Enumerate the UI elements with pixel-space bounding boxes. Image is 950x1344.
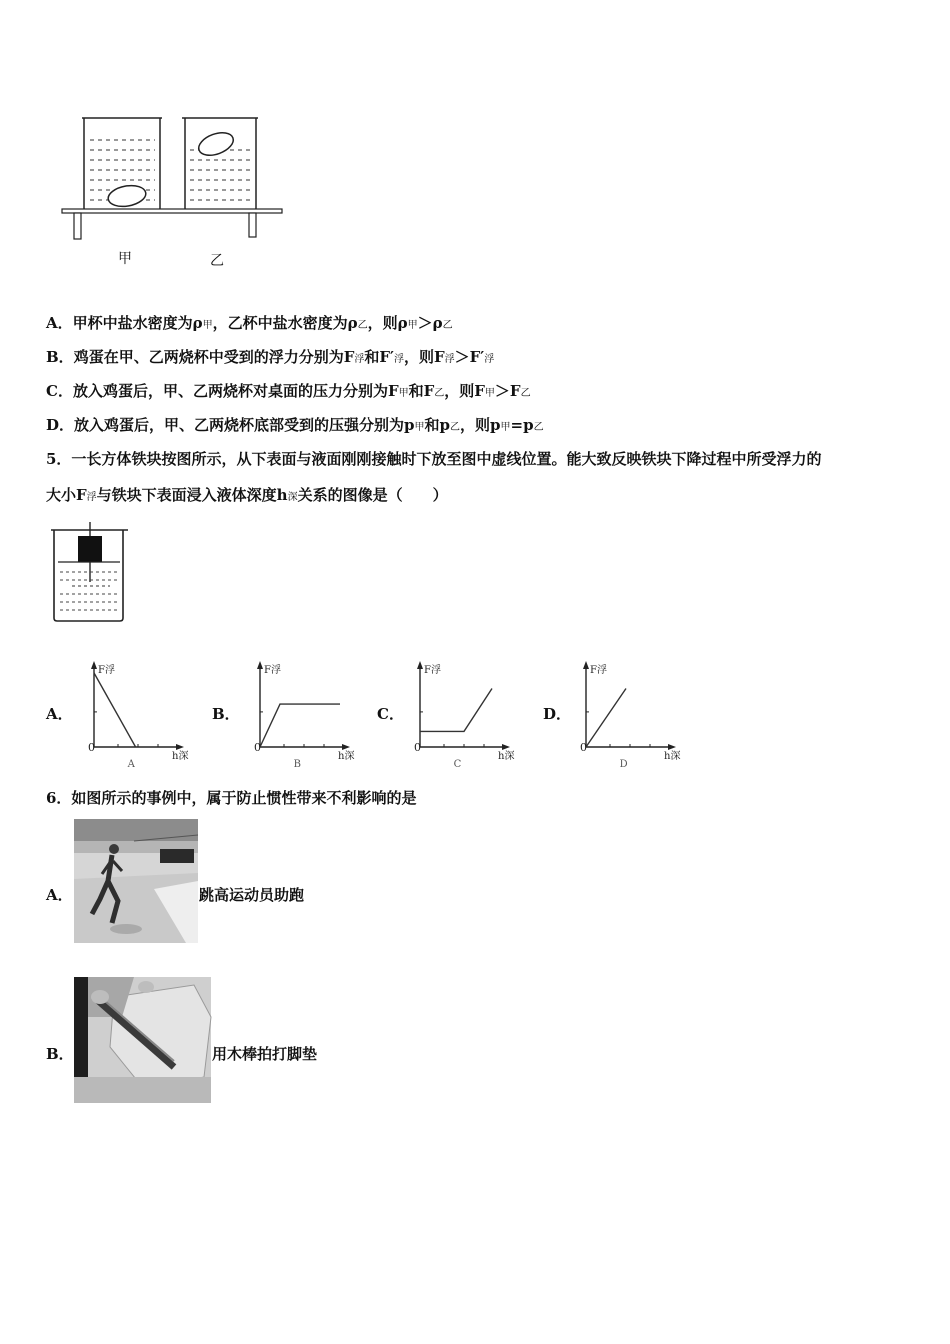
q6-option-a-label[interactable]: A．: [46, 886, 73, 904]
y-axis-arrow: [257, 661, 263, 669]
q5-option-b-label[interactable]: B．: [212, 705, 240, 723]
q6-option-a-text: 跳高运动员助跑: [199, 886, 305, 904]
high-jump-photo: [74, 819, 198, 943]
q4-option-b-s3: 浮: [444, 354, 455, 365]
iron-block-beaker-illustration: [48, 522, 138, 627]
q4-option-a-post: ，则ρ: [367, 314, 408, 332]
q5-option-c-label[interactable]: C．: [377, 705, 404, 723]
q5-graph-b-plot: [252, 657, 355, 770]
q6-stem: 6．如图所示的事例中，属于防止惯性带来不利影响的是: [46, 789, 417, 807]
q4-option-b-mid: 和F′: [364, 348, 394, 366]
beating-mat-photo: [74, 977, 211, 1103]
graph-caption: A: [127, 759, 135, 770]
q4-option-c[interactable]: [46, 380, 531, 401]
q5-graph-b: [252, 657, 355, 770]
q4-option-b-s2: 浮: [393, 354, 404, 365]
q4-option-c-mid: 和F: [408, 382, 435, 400]
y-axis-arrow: [417, 661, 423, 669]
q4-option-a[interactable]: [46, 312, 453, 333]
q5-graph-a-plot: [86, 657, 189, 770]
q5-graph-d: [578, 657, 681, 770]
y-axis-label: F浮: [590, 665, 607, 676]
q5-stem-line2: [46, 484, 448, 505]
q4-option-c-pre: 放入鸡蛋后，甲、乙两烧杯对桌面的压力分别为F: [72, 382, 399, 400]
x-axis-label: h深: [338, 751, 355, 762]
q4-option-b-post: ，则F: [403, 348, 445, 366]
q4-option-a-s3: 甲: [407, 320, 418, 331]
x-axis-label: h深: [172, 751, 189, 762]
q4-option-d[interactable]: [46, 414, 544, 435]
y-axis-label: F浮: [264, 665, 281, 676]
q4-option-d-post: ，则p: [460, 416, 501, 434]
q5-option-d-label[interactable]: D．: [543, 705, 572, 723]
beating-mat-image: [74, 977, 211, 1103]
q6-option-b-label[interactable]: B．: [46, 1045, 74, 1063]
high-jump-image: [74, 819, 198, 943]
x-axis-label: h深: [664, 751, 681, 762]
q4-option-c-s3: 甲: [484, 388, 495, 399]
q5-graph-c-plot: [412, 657, 515, 770]
beakers-illustration: [60, 110, 290, 270]
q4-option-b-cmp: ＞F′: [454, 348, 485, 366]
q4-option-d-s4: 乙: [533, 422, 544, 433]
q5-graph-d-plot: [578, 657, 681, 770]
q4-option-d-s2: 乙: [450, 422, 461, 433]
beakers-figure: [60, 110, 290, 270]
origin-label: 0: [88, 741, 95, 754]
q4-option-b-s1: 浮: [354, 354, 365, 365]
q4-option-c-s4: 乙: [520, 388, 531, 399]
x-axis-label: h深: [498, 751, 515, 762]
graph-caption: D: [619, 759, 628, 770]
q4-option-d-s1: 甲: [414, 422, 425, 433]
x-axis-arrow: [342, 744, 350, 750]
q5-text-b: 与铁块下表面浸入液体深度h: [96, 486, 288, 504]
origin-label: 0: [414, 741, 421, 754]
y-axis-label: F浮: [424, 665, 441, 676]
q4-option-d-s3: 甲: [500, 422, 511, 433]
q5-graph-a-curve: [94, 673, 136, 747]
q5-text-c: 关系的图像是（ ）: [297, 486, 448, 504]
q4-option-c-cmp: ＞F: [494, 382, 521, 400]
q5-stem-line1: 5．一长方体铁块按图所示，从下表面与液面刚刚接触时下放至图中虚线位置。能大致反映铁块下降过程中所受浮力的: [46, 450, 822, 468]
beaker-right-label: 乙: [210, 253, 224, 269]
q5-sub-float: 浮: [86, 492, 97, 503]
x-axis-arrow: [502, 744, 510, 750]
q4-option-b-s4: 浮: [484, 354, 495, 365]
q5-graph-b-curve: [260, 704, 340, 747]
q4-option-b-pre: 鸡蛋在甲、乙两烧杯中受到的浮力分别为F: [73, 348, 355, 366]
q5-graph-c-curve: [420, 689, 492, 732]
q4-option-c-s1: 甲: [398, 388, 409, 399]
x-axis-arrow: [668, 744, 676, 750]
y-axis-label: F浮: [98, 665, 115, 676]
q5-option-a-label[interactable]: A．: [46, 705, 73, 723]
x-axis-arrow: [176, 744, 184, 750]
q4-option-b-label: B．: [46, 348, 74, 366]
y-axis-arrow: [583, 661, 589, 669]
q4-option-a-cmp: ＞ρ: [417, 314, 443, 332]
origin-label: 0: [580, 741, 587, 754]
q4-option-b[interactable]: [46, 346, 494, 367]
q4-option-d-cmp: =p: [510, 416, 534, 434]
iron-block-beaker-figure: [48, 522, 138, 627]
q4-option-d-pre: 放入鸡蛋后，甲、乙两烧杯底部受到的压强分别为p: [74, 416, 415, 434]
q4-option-a-label: A．: [46, 314, 73, 332]
q4-option-c-label: C．: [46, 382, 73, 400]
beaker-left-label: 甲: [118, 251, 132, 267]
q5-graph-a: [86, 657, 189, 770]
origin-label: 0: [254, 741, 261, 754]
q4-option-d-label: D．: [46, 416, 75, 434]
q4-option-a-s2: 乙: [357, 320, 368, 331]
graph-caption: C: [453, 759, 462, 770]
q4-option-a-s4: 乙: [442, 320, 453, 331]
q4-option-c-s2: 乙: [434, 388, 445, 399]
q5-graph-c: [412, 657, 515, 770]
graph-caption: B: [293, 759, 301, 770]
q4-option-a-mid: ，乙杯中盐水密度为ρ: [212, 314, 358, 332]
y-axis-arrow: [91, 661, 97, 669]
q5-sub-depth: 深: [287, 492, 298, 503]
q4-option-a-pre: 甲杯中盐水密度为ρ: [72, 314, 203, 332]
q4-option-a-s1: 甲: [202, 320, 213, 331]
q4-option-d-mid: 和p: [424, 416, 451, 434]
q5-text-a: 大小F: [46, 486, 87, 504]
q6-option-b-text: 用木棒拍打脚垫: [212, 1045, 318, 1063]
q4-option-c-post: ，则F: [444, 382, 485, 400]
q5-graph-d-curve: [586, 689, 626, 748]
